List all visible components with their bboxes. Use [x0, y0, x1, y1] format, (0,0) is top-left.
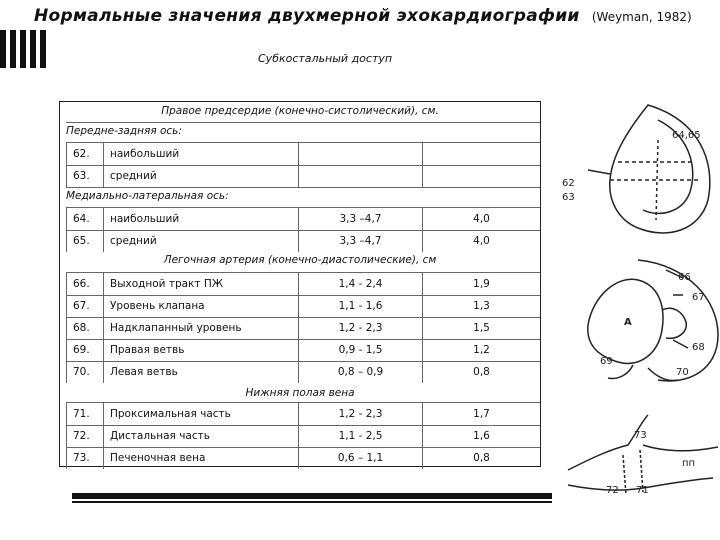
row-num: 65. [66, 230, 104, 252]
label-62: 62 [562, 178, 575, 189]
label-71: 71 [636, 485, 649, 496]
reference-text: (Weyman, 1982) [591, 10, 692, 24]
row-range: 1,1 - 1,6 [298, 295, 422, 317]
row-range: 1,4 - 2,4 [298, 273, 422, 295]
row-mean: 1,7 [422, 403, 540, 425]
table-row [60, 143, 540, 165]
row-mean: 4,0 [422, 230, 540, 252]
label-67: 67 [692, 292, 705, 303]
row-mean: 1,2 [422, 339, 540, 361]
row-name: Уровень клапана [110, 300, 205, 312]
row-mean: 1,9 [422, 273, 540, 295]
table-row [60, 273, 540, 295]
label-73: 73 [634, 430, 647, 441]
row-range: 1,2 - 2,3 [298, 317, 422, 339]
table-row [60, 447, 540, 469]
ivc-header: Нижняя полая вена [245, 387, 355, 399]
table-row [60, 403, 540, 425]
row-num: 62. [66, 143, 104, 165]
row-name: Правая ветвь [110, 344, 185, 356]
label-64-65: 64,65 [672, 130, 701, 141]
row-num: 69. [66, 339, 104, 361]
table-row [60, 208, 540, 230]
values-table [59, 101, 541, 467]
label-63: 63 [562, 192, 575, 203]
row-range: 1,1 - 2,5 [298, 425, 422, 447]
label-a: A [624, 317, 632, 328]
row-name: Печеночная вена [110, 452, 206, 464]
ap-axis-label: Передне-задняя ось: [66, 125, 182, 137]
right-atrium-sketch [588, 105, 710, 233]
row-num: 64. [66, 208, 104, 230]
row-num: 66. [66, 273, 104, 295]
subtitle: Субкостальный доступ [258, 52, 393, 65]
row-num: 73. [66, 447, 104, 469]
label-68: 68 [692, 342, 705, 353]
row-name: средний [110, 170, 157, 182]
label-72: 72 [606, 485, 619, 496]
title-text: Нормальные значения двухмерной эхокардиографии [34, 6, 580, 26]
row-name: Левая ветвь [110, 366, 178, 378]
page-title [34, 6, 692, 26]
label-66: 66 [678, 272, 691, 283]
ivc-sketch [568, 415, 718, 495]
row-range: 0,6 – 1,1 [298, 447, 422, 469]
row-mean [422, 165, 540, 187]
pa-header: Легочная артерия (конечно-диастолические), см [163, 254, 437, 266]
row-name: наибольший [110, 213, 180, 225]
ml-axis-label: Медиально-латеральная ось: [66, 190, 229, 202]
row-name: Проксимальная часть [110, 408, 231, 420]
row-num: 67. [66, 295, 104, 317]
label-69: 69 [600, 356, 613, 367]
row-mean [422, 143, 540, 165]
row-mean: 0,8 [422, 361, 540, 383]
row-mean: 0,8 [422, 447, 540, 469]
decorative-bars [0, 30, 48, 68]
table-row [60, 230, 540, 252]
anatomy-sketches [548, 100, 720, 530]
row-name: наибольший [110, 148, 180, 160]
row-name: средний [110, 235, 157, 247]
row-range: 0,8 – 0,9 [298, 361, 422, 383]
label-pp: пп [682, 458, 696, 469]
row-range: 1,2 - 2,3 [298, 403, 422, 425]
row-range: 0,9 - 1,5 [298, 339, 422, 361]
row-num: 72. [66, 425, 104, 447]
row-mean: 1,3 [422, 295, 540, 317]
row-mean: 4,0 [422, 208, 540, 230]
row-mean: 1,6 [422, 425, 540, 447]
row-range: 3,3 –4,7 [298, 208, 422, 230]
table-row [60, 339, 540, 361]
label-70: 70 [676, 367, 689, 378]
table-row [60, 425, 540, 447]
table-row [60, 295, 540, 317]
row-range [298, 143, 422, 165]
decorative-underline-thin [72, 501, 552, 503]
row-num: 68. [66, 317, 104, 339]
row-name: Надклапанный уровень [110, 322, 242, 334]
ra-header: Правое предсердие (конечно-систолический), см. [161, 105, 439, 117]
row-num: 70. [66, 361, 104, 383]
row-range [298, 165, 422, 187]
row-mean: 1,5 [422, 317, 540, 339]
table-row [60, 165, 540, 187]
table-row [60, 361, 540, 383]
decorative-underline [72, 493, 552, 499]
table-row [60, 317, 540, 339]
row-name: Дистальная часть [110, 430, 210, 442]
row-num: 63. [66, 165, 104, 187]
row-num: 71. [66, 403, 104, 425]
row-name: Выходной тракт ПЖ [110, 278, 224, 290]
row-range: 3,3 –4,7 [298, 230, 422, 252]
